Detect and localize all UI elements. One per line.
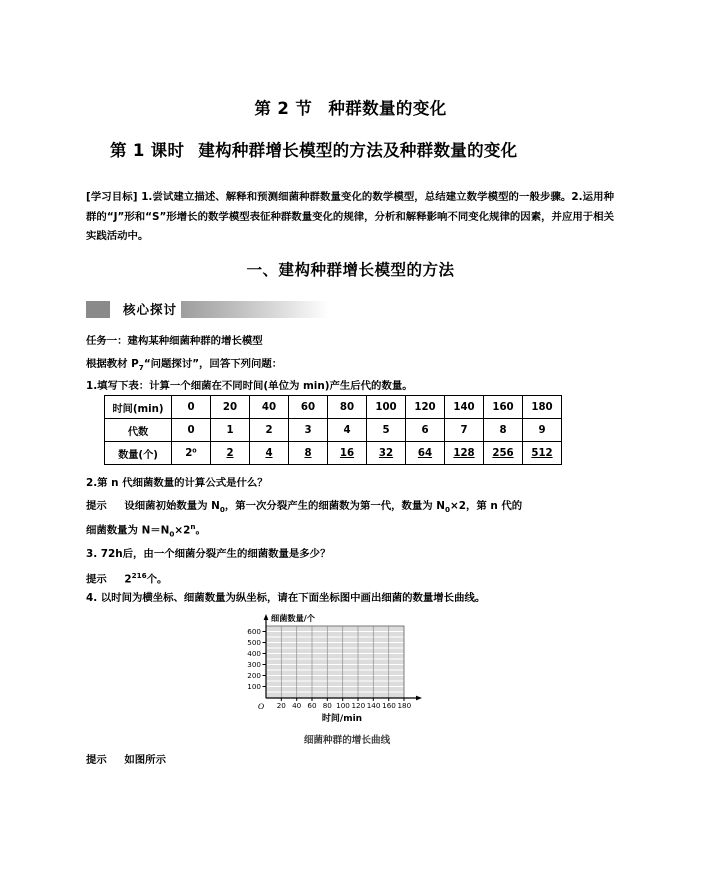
- source-line: [86, 356, 282, 376]
- growth-chart: [232, 608, 472, 748]
- table-cell: 60: [289, 396, 328, 419]
- bacteria-growth-table: [104, 395, 562, 465]
- part-heading: 一、建构种群增长模型的方法: [246, 261, 455, 279]
- row-header-count: 数量(个): [105, 442, 172, 465]
- hint-2-sub-1: 0: [219, 505, 225, 515]
- hint-2-e: ×2: [174, 524, 191, 537]
- core-discussion-banner: [86, 300, 329, 319]
- table-cell: 4: [250, 442, 289, 465]
- hint-4-text: 如图所示: [124, 754, 166, 766]
- table-cell: 80: [328, 396, 367, 419]
- hint-3-base: 2: [124, 573, 132, 586]
- section-number: 第 2 节: [254, 99, 313, 118]
- x-tick-label: 40: [292, 701, 302, 710]
- table-cell: 16: [328, 442, 367, 465]
- table-row: [105, 442, 562, 465]
- table-cell: 3: [289, 419, 328, 442]
- x-tick-label: 20: [276, 701, 286, 710]
- hint-2-line-1: [86, 498, 522, 518]
- hint-2-a: 设细菌初始数量为 N: [124, 500, 220, 512]
- table-cell: 6: [406, 419, 445, 442]
- y-axis-label: 细菌数量/个: [271, 613, 315, 623]
- table-cell: 120: [406, 396, 445, 419]
- y-tick-label: 600: [247, 627, 261, 637]
- question-1: 1.填写下表：计算一个细菌在不同时间(单位为 min)产生后代的数量。: [86, 380, 413, 392]
- lesson-title-text: 建构种群增长模型的方法及种群数量的变化: [198, 141, 518, 160]
- x-tick-label: 140: [366, 701, 381, 710]
- x-tick-label: 120: [351, 701, 366, 710]
- hint-3: [86, 568, 167, 587]
- hint-2-c: ×2，第 n 代的: [450, 500, 523, 512]
- source-prefix: 根据教材 P: [86, 358, 139, 370]
- table-cell: 8: [289, 442, 328, 465]
- table-cell: 160: [484, 396, 523, 419]
- hint-2-sup-n: n: [190, 522, 196, 531]
- y-tick-label: 100: [247, 682, 261, 692]
- hint-2-line-2: [86, 519, 206, 543]
- x-tick-label: 160: [382, 701, 396, 710]
- origin-label: O: [257, 701, 265, 711]
- hint-2-d: 细菌数量为 N＝N: [86, 524, 170, 537]
- table-cell: 32: [367, 442, 406, 465]
- banner-label: 核心探讨: [119, 300, 181, 319]
- question-4: 4. 以时间为横坐标、细菌数量为纵坐标，请在下面坐标图中画出细菌的数量增长曲线。: [86, 592, 486, 604]
- hint-2-f: 。: [195, 524, 206, 537]
- table-cell: 140: [445, 396, 484, 419]
- table-cell: 2: [250, 419, 289, 442]
- table-cell: 8: [484, 419, 523, 442]
- task-line: 任务一：建构某种细菌种群的增长模型: [86, 335, 263, 347]
- lesson-heading: [110, 137, 517, 161]
- table-cell: 180: [523, 396, 562, 419]
- question-3: 3. 72h后，由一个细菌分裂产生的细菌数量是多少？: [86, 548, 331, 560]
- hint-4: [86, 752, 166, 768]
- table-cell: 2: [211, 442, 250, 465]
- hint-label: 提示: [86, 754, 107, 766]
- table-row: [105, 396, 562, 419]
- table-body: [105, 396, 562, 465]
- row-header-generation: 代数: [105, 419, 172, 442]
- hint-label: 提示: [86, 500, 107, 512]
- learning-objectives: [86, 188, 614, 247]
- table-cell: 20: [211, 396, 250, 419]
- table-cell: 9: [523, 419, 562, 442]
- x-tick-label: 180: [397, 701, 412, 710]
- section-heading: [0, 95, 701, 119]
- table-cell: 7: [445, 419, 484, 442]
- table-cell: 0: [172, 396, 211, 419]
- hint-2-sub-3: 0: [169, 529, 175, 539]
- banner-block-icon: [86, 301, 110, 318]
- x-axis-label: 时间/min: [321, 714, 363, 724]
- table-cell: 256: [484, 442, 523, 465]
- table-cell: 128: [445, 442, 484, 465]
- table-cell: 5: [367, 419, 406, 442]
- table-row: [105, 419, 562, 442]
- x-tick-labels: [277, 701, 412, 710]
- objectives-body: 1.尝试建立描述、解释和预测细菌种群数量变化的数学模型，总结建立数学模型的一般步骤。2.运用种群的“J”形和“S”形增长的数学模型表征种群数量变化的规律，分析和解释影响不同变化规律的因素，并应用于相关实践活动中。: [86, 191, 614, 242]
- question-2: 2.第 n 代细菌数量的计算公式是什么？: [86, 477, 268, 489]
- x-tick-label: 60: [307, 701, 317, 710]
- y-axis-arrow: [264, 614, 269, 620]
- table-cell: 1: [211, 419, 250, 442]
- table-cell: 64: [406, 442, 445, 465]
- y-tick-label: 400: [247, 649, 261, 659]
- x-tick-label: 80: [322, 701, 332, 710]
- x-axis-arrow: [416, 696, 422, 701]
- table-cell: 512: [523, 442, 562, 465]
- hint-3-exponent: 216: [131, 571, 147, 580]
- hint-3-tail: 个。: [146, 573, 168, 586]
- y-tick-label: 300: [247, 660, 261, 670]
- table-cell: 2⁰: [172, 442, 211, 465]
- table-cell: 4: [328, 419, 367, 442]
- y-tick-labels: [247, 627, 261, 691]
- source-page-sub: 7: [138, 363, 144, 373]
- y-tick-label: 200: [247, 671, 261, 681]
- y-tick-label: 500: [247, 638, 261, 648]
- row-header-time: 时间(min): [105, 396, 172, 419]
- growth-chart-svg: [232, 608, 472, 733]
- section-title-text: 种群数量的变化: [328, 99, 447, 118]
- objectives-label: [学习目标]: [86, 191, 138, 203]
- x-tick-label: 100: [336, 701, 350, 710]
- lesson-number: 第 1 课时: [110, 141, 185, 160]
- chart-caption: 细菌种群的增长曲线: [303, 735, 391, 746]
- source-suffix: “问题探讨”，回答下列问题：: [143, 358, 283, 370]
- banner-gradient: [180, 301, 329, 318]
- hint-2-sub-2: 0: [445, 505, 451, 515]
- table-cell: 40: [250, 396, 289, 419]
- table-cell: 100: [367, 396, 406, 419]
- hint-label: 提示: [86, 573, 107, 586]
- hint-2-b: ，第一次分裂产生的细菌数为第一代，数量为 N: [224, 500, 445, 512]
- table-cell: 0: [172, 419, 211, 442]
